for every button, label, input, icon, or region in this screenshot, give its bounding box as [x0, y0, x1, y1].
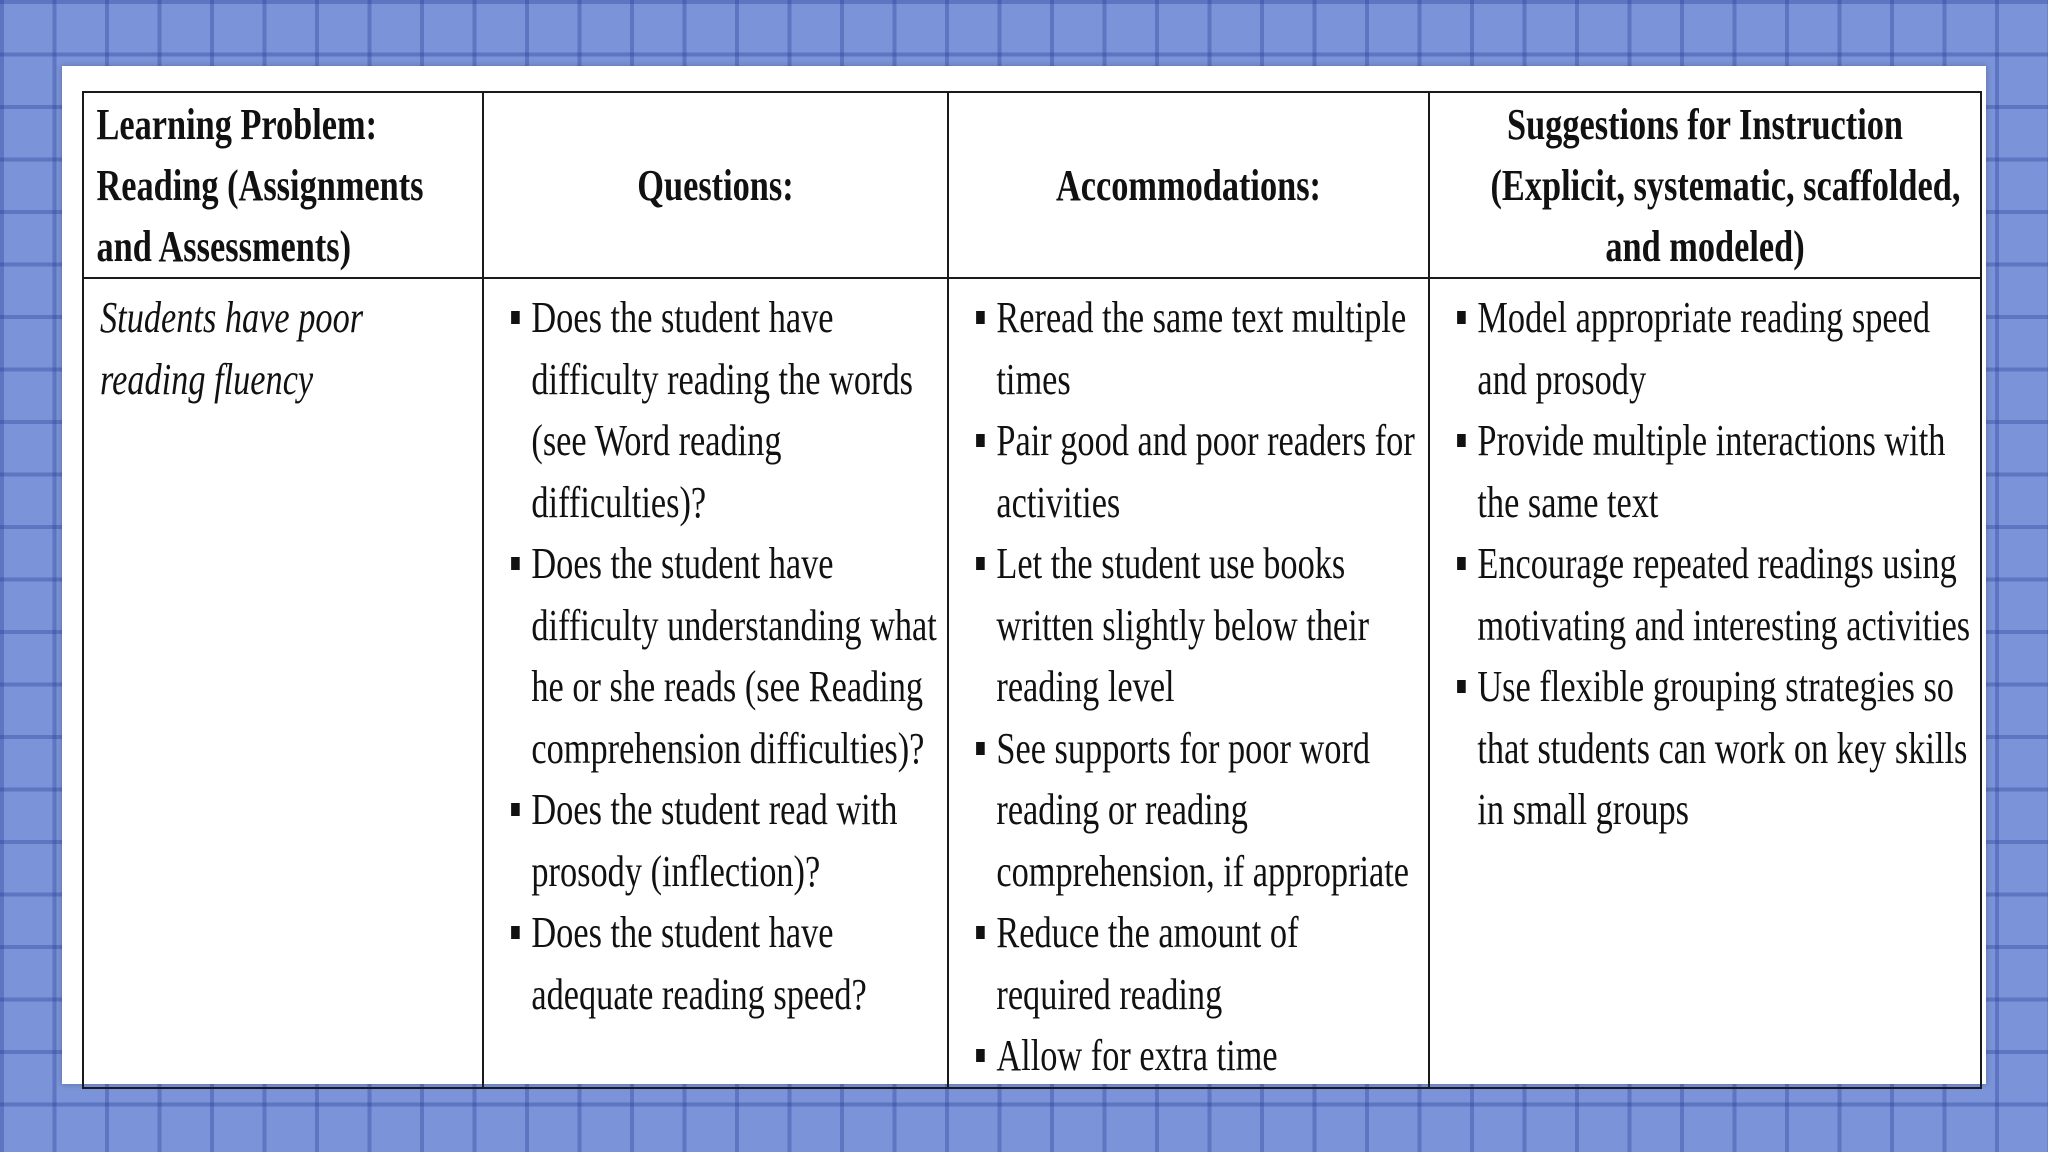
list-item: Model appropriate reading speed and prosody: [1454, 287, 1971, 410]
list-item: See supports for poor word reading or reading comprehension, if appropriate: [973, 718, 1419, 903]
header-learning-problem-line-3: and Assessments): [96, 221, 352, 271]
list-item: Reread the same text multiple times: [973, 287, 1419, 410]
suggestions-cell: [1429, 278, 1981, 1088]
list-item: Does the student have adequate reading speed?: [508, 902, 938, 1025]
header-suggestions-line-2: (Explicit, systematic, scaffolded,: [1490, 160, 1961, 210]
header-accommodations-label: Accommodations:: [1055, 160, 1321, 210]
problem-text: Students have poor reading fluency: [100, 293, 364, 404]
header-row: [83, 92, 1981, 278]
list-item: Does the student have difficulty understanding what he or she reads (see Reading comprehension difficulties)?: [508, 533, 938, 779]
header-suggestions-line-3: and modeled): [1605, 221, 1805, 271]
header-suggestions-line-1: Suggestions for Instruction: [1506, 99, 1903, 149]
header-questions: [483, 92, 948, 278]
header-learning-problem: [83, 92, 483, 278]
questions-cell: [483, 278, 948, 1088]
header-questions-label: Questions:: [637, 160, 794, 210]
list-item: Let the student use books written slightly below their reading level: [973, 533, 1419, 718]
header-suggestions: [1429, 92, 1981, 278]
header-learning-problem-line-2: Reading (Assignments: [96, 160, 424, 210]
list-item: Reduce the amount of required reading: [973, 902, 1419, 1025]
table-row: [83, 278, 1981, 1088]
accommodations-list: [973, 287, 1419, 1087]
reading-fluency-table: [82, 91, 1982, 1089]
questions-list: [508, 287, 938, 1025]
list-item: Pair good and poor readers for activities: [973, 410, 1419, 533]
list-item: Encourage repeated readings using motivating and interesting activities: [1454, 533, 1971, 656]
header-learning-problem-line-1: Learning Problem:: [96, 99, 378, 149]
list-item: Provide multiple interactions with the same text: [1454, 410, 1971, 533]
slide-card: [62, 66, 1986, 1084]
list-item: Does the student read with prosody (inflection)?: [508, 779, 938, 902]
list-item: Allow for extra time: [973, 1025, 1419, 1087]
list-item: Does the student have difficulty reading the words (see Word reading difficulties)?: [508, 287, 938, 533]
problem-cell: [83, 278, 483, 1088]
header-accommodations: [948, 92, 1429, 278]
suggestions-list: [1454, 287, 1971, 841]
accommodations-cell: [948, 278, 1429, 1088]
list-item: Use flexible grouping strategies so that students can work on key skills in small groups: [1454, 656, 1971, 841]
